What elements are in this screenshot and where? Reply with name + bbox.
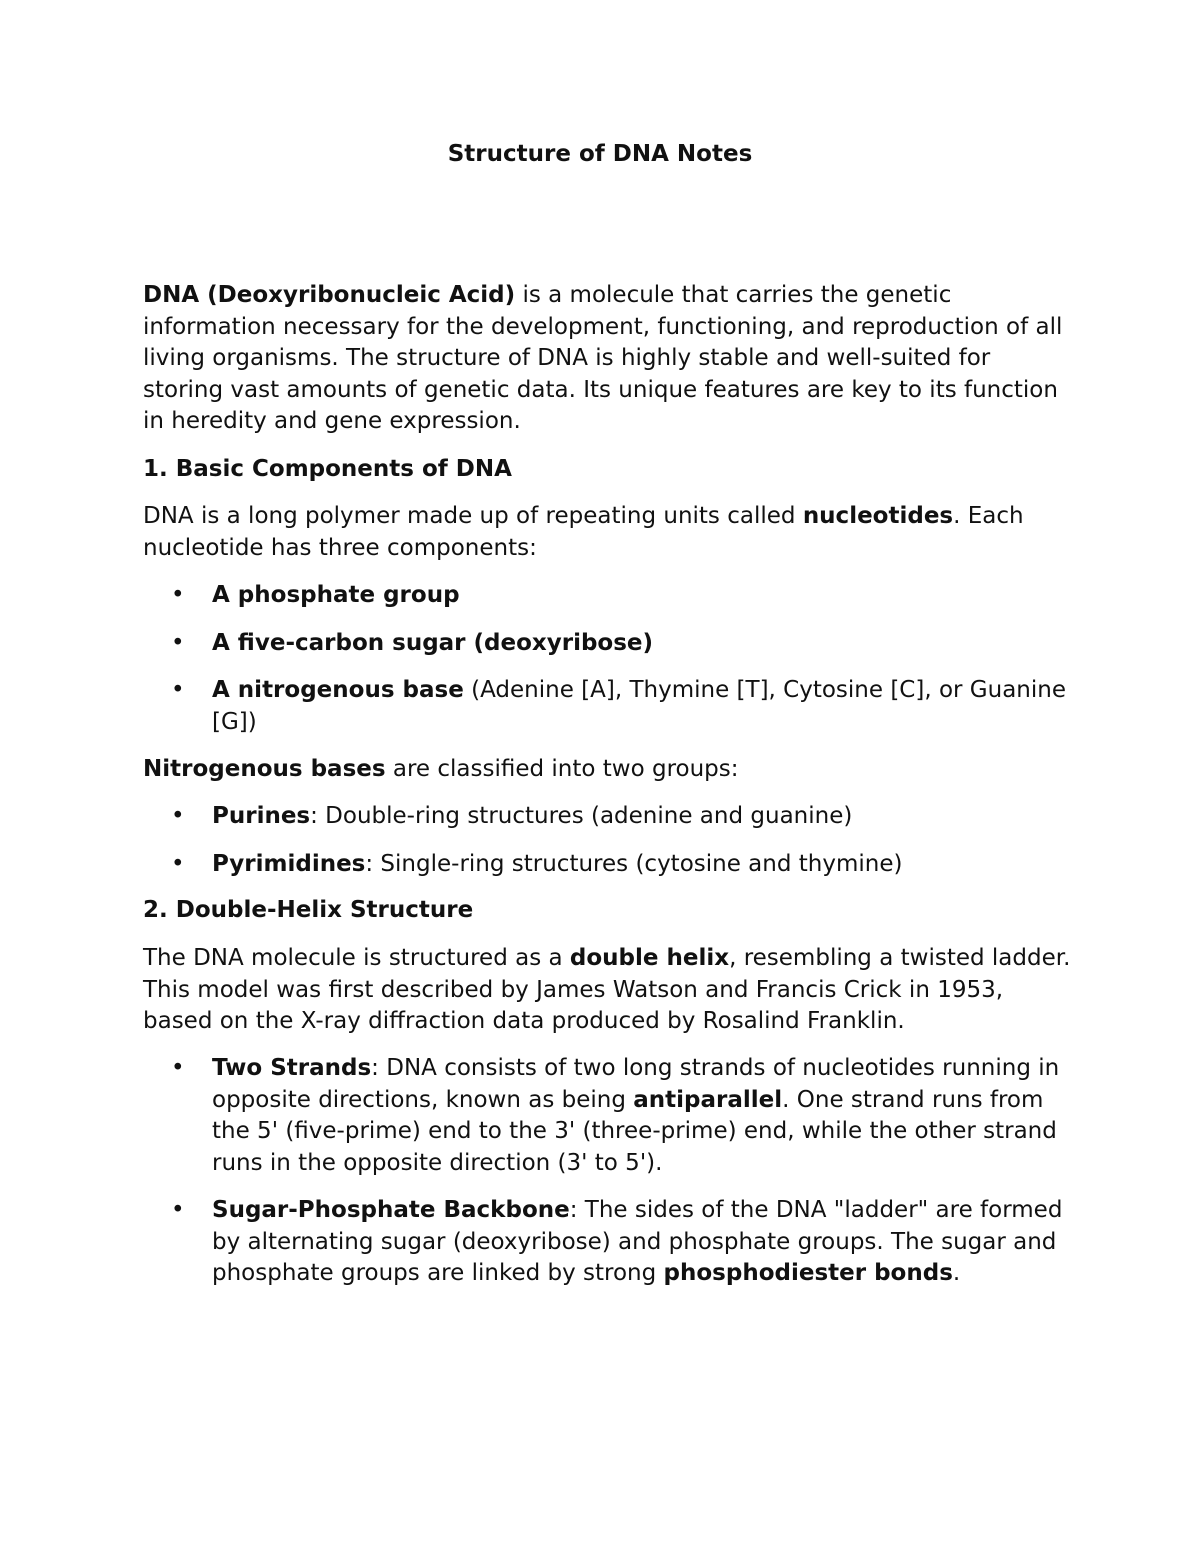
section2-paragraph [143, 943, 1073, 1038]
group-label: Pyrimidines [212, 850, 366, 877]
bullet-icon: • [171, 677, 185, 703]
phosphodiester-term: phosphodiester bonds [663, 1260, 953, 1286]
components-list [143, 580, 1073, 738]
list-item [143, 675, 1073, 738]
section2-heading: 2. Double-Helix Structure [143, 897, 474, 923]
list-item [143, 801, 1073, 833]
list-item [143, 580, 1073, 612]
bullet-icon: • [171, 850, 185, 877]
component-label: A phosphate group [212, 582, 460, 608]
section1-heading: 1. Basic Components of DNA [143, 456, 512, 482]
intro-text: is a molecule that carries the genetic information necessary for the development, functioning, and reproduction of all living organisms. The structure of DNA is highly stable and well-suited for storing vast amounts of genetic data. Its unique features are key to its function in heredity and gene expression. [143, 282, 1063, 434]
list-item [143, 628, 1073, 660]
bullet-icon: • [171, 582, 185, 608]
nucleotides-term: nucleotides [802, 503, 954, 529]
component-label: A nitrogenous base [212, 677, 464, 703]
group-text: : Single-ring structures (cytosine and thymine) [365, 850, 903, 877]
section1-paragraph [143, 501, 1073, 564]
section2-para-tail: , resembling a twisted ladder. This model was first described by James Watson and Francis Crick in 1953, based on the X-ray diffraction data produced by Rosalind Franklin. [143, 945, 1071, 1034]
component-text: (Adenine [A], Thymine [T], Cytosine [C], or Guanine [G]) [212, 677, 1066, 735]
component-label: A five-carbon sugar (deoxyribose) [212, 629, 654, 656]
groups-list [143, 801, 1073, 880]
bullet-icon: • [171, 629, 185, 656]
document-title: Structure of DNA Notes [447, 141, 753, 167]
double-helix-term: double helix [569, 945, 730, 971]
bases-term: Nitrogenous bases [143, 756, 386, 782]
backbone-label: Sugar-Phosphate Backbone [212, 1197, 570, 1223]
bases-paragraph [143, 754, 1073, 786]
intro-paragraph [143, 280, 1073, 438]
list-item [143, 849, 1073, 881]
backbone-tail: . [952, 1260, 961, 1286]
section1-para-tail: . Each nucleotide has three components: [143, 503, 1024, 561]
group-label: Purines [212, 803, 311, 829]
list-item [143, 1195, 1073, 1290]
strands-tail: . One strand runs from the 5' (five-prime) end to the 3' (three-prime) end, while the other strand runs in the opposite direction (3' to 5'). [212, 1086, 1057, 1176]
list-item [143, 1053, 1073, 1179]
intro-term: DNA (Deoxyribonucleic Acid) [143, 282, 516, 308]
bases-text: are classified into two groups: [385, 756, 739, 782]
bullet-icon: • [171, 1055, 185, 1081]
strands-text: : DNA consists of two long strands of nucleotides running in opposite directions, known as being [212, 1055, 1060, 1113]
helix-list [143, 1053, 1073, 1290]
bullet-icon: • [171, 803, 185, 829]
backbone-text: : The sides of the DNA "ladder" are formed by alternating sugar (deoxyribose) and phosphate groups. The sugar and phosphate groups are linked by strong [212, 1197, 1063, 1286]
bullet-icon: • [171, 1197, 185, 1223]
section1-para-text: DNA is a long polymer made up of repeating units called [143, 503, 803, 529]
group-text: : Double-ring structures (adenine and guanine) [310, 803, 853, 829]
section2-para-text: The DNA molecule is structured as a [143, 945, 570, 971]
antiparallel-term: antiparallel [633, 1086, 783, 1113]
strands-label: Two Strands [212, 1055, 372, 1081]
